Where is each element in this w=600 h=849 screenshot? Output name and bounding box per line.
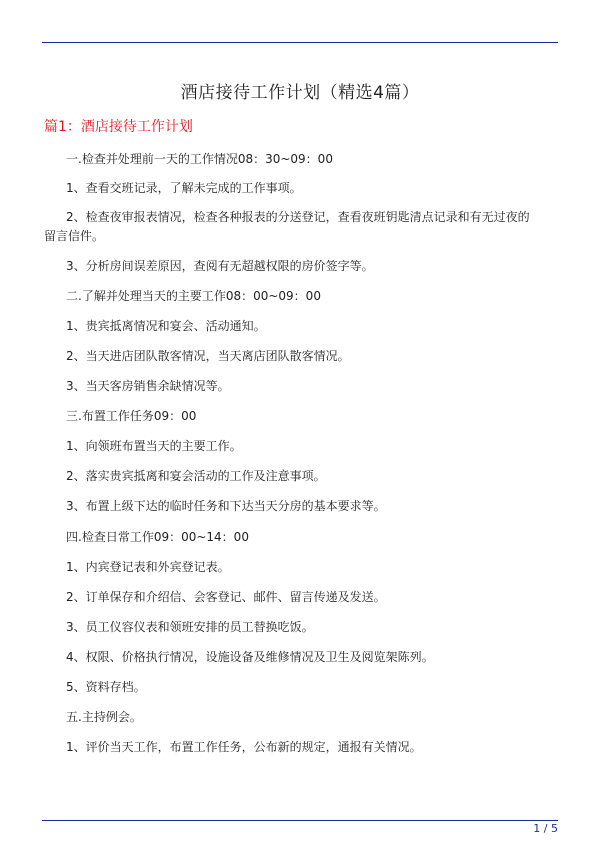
paragraph: 3、分析房间误差原因，查阅有无超越权限的房价签字等。 — [66, 259, 374, 273]
paragraph: 2、落实贵宾抵离和宴会活动的工作及注意事项。 — [66, 469, 326, 483]
paragraph: 四.检查日常工作09：00~14：00 — [66, 530, 249, 544]
paragraph: 1、贵宾抵离情况和宴会、活动通知。 — [66, 319, 266, 333]
document-title: 酒店接待工作计划（精选4篇） — [180, 83, 420, 103]
paragraph: 4、权限、价格执行情况，设施设备及维修情况及卫生及阅览架陈列。 — [66, 650, 434, 664]
paragraph: 3、当天客房销售余缺情况等。 — [66, 379, 230, 393]
page-number: 1 / 5 — [533, 822, 558, 835]
footer-rule — [42, 820, 558, 821]
paragraph: 3、员工仪容仪表和领班安排的员工替换吃饭。 — [66, 620, 314, 634]
paragraph: 1、评价当天工作，布置工作任务，公布新的规定，通报有关情况。 — [66, 740, 422, 754]
paragraph: 3、布置上级下达的临时任务和下达当天分房的基本要求等。 — [66, 499, 386, 513]
paragraph: 1、内宾登记表和外宾登记表。 — [66, 560, 230, 574]
paragraph: 一.检查并处理前一天的工作情况08：30~09：00 — [66, 152, 333, 166]
paragraph: 2、检查夜审报表情况，检查各种报表的分送登记，查看夜班钥匙清点记录和有无过夜的留言信件。 — [44, 210, 530, 243]
paragraph: 1、查看交班记录，了解未完成的工作事项。 — [66, 181, 302, 195]
paragraph: 1、向领班布置当天的主要工作。 — [66, 439, 242, 453]
paragraph: 三.布置工作任务09：00 — [66, 409, 197, 423]
header-rule — [42, 42, 558, 43]
paragraph: 2、订单保存和介绍信、会客登记、邮件、留言传递及发送。 — [66, 590, 386, 604]
paragraph: 二.了解并处理当天的主要工作08：00~09：00 — [66, 289, 321, 303]
paragraph: 5、资料存档。 — [66, 680, 146, 694]
paragraph: 五.主持例会。 — [66, 710, 142, 724]
paragraph: 2、当天进店团队散客情况，当天离店团队散客情况。 — [66, 349, 350, 363]
section-title: 篇1：酒店接待工作计划 — [44, 119, 193, 135]
